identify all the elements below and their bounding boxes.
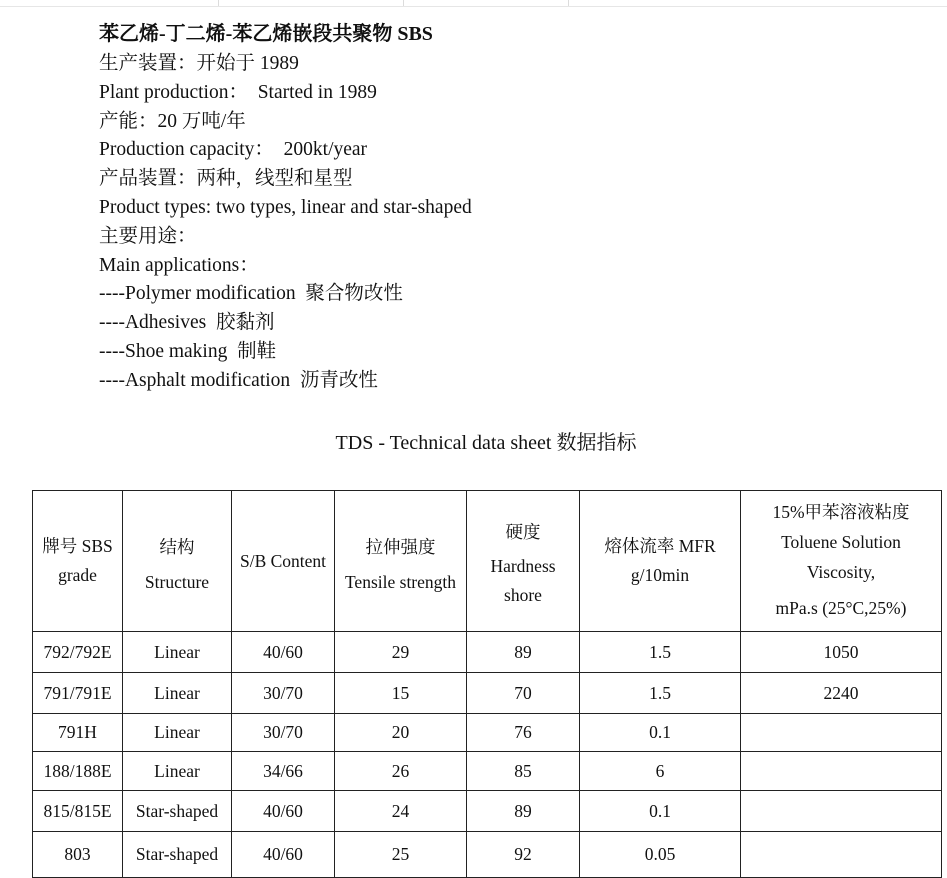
header-text: Structure <box>144 571 210 592</box>
top-border-tick <box>568 0 569 6</box>
header-grade <box>33 491 123 632</box>
header-sb-content <box>232 491 335 632</box>
header-text: Tensile strength <box>344 571 457 592</box>
cell-tensile-strength: 20 <box>335 714 467 752</box>
header-text: shore <box>504 585 542 605</box>
cell-grade: 803 <box>33 832 123 878</box>
header-text: S/B Content <box>239 550 327 571</box>
cell-tensile-strength: 24 <box>335 791 467 832</box>
header-text: 拉伸强度 <box>365 536 436 557</box>
cell-tensile-strength: 29 <box>335 632 467 673</box>
table-row <box>33 791 942 832</box>
cell-mfr: 6 <box>580 752 741 791</box>
info-line: 生产装置：开始于 1989 <box>99 53 299 74</box>
cell-viscosity: 1050 <box>741 632 942 673</box>
cell-sb-content: 30/70 <box>232 714 335 752</box>
header-text: 15%甲苯溶液粘度 <box>772 502 910 522</box>
cell-mfr: 0.1 <box>580 714 741 752</box>
application-item: ----Adhesives 胶黏剂 <box>99 312 275 334</box>
header-structure <box>123 491 232 632</box>
info-line: 产品装置：两种，线型和星型 <box>99 168 353 190</box>
cell-structure: Star-shaped <box>123 791 232 832</box>
cell-sb-content: 40/60 <box>232 832 335 878</box>
header-text: Hardness <box>490 556 556 576</box>
application-item: ----Shoe making 制鞋 <box>99 340 277 362</box>
header-text: Toluene Solution <box>781 532 901 552</box>
header-tensile-strength <box>335 491 467 632</box>
header-text: g/10min <box>630 565 690 585</box>
cell-grade: 791H <box>33 714 123 752</box>
product-description <box>99 20 472 396</box>
table-row <box>33 714 942 752</box>
cell-mfr: 1.5 <box>580 673 741 714</box>
cell-viscosity <box>741 791 942 832</box>
table-row <box>33 752 942 791</box>
cell-mfr: 0.05 <box>580 832 741 878</box>
cell-structure: Linear <box>123 714 232 752</box>
cell-tensile-strength: 26 <box>335 752 467 791</box>
cell-sb-content: 40/60 <box>232 791 335 832</box>
cell-hardness: 89 <box>467 632 580 673</box>
info-line: Production capacity： 200kt/year <box>99 139 368 161</box>
cell-structure: Star-shaped <box>123 832 232 878</box>
cell-tensile-strength: 25 <box>335 832 467 878</box>
header-text: 牌号 SBS <box>42 536 113 556</box>
header-text: mPa.s (25°C,25%) <box>775 598 907 618</box>
tds-section-title: TDS - Technical data sheet 数据指标 <box>335 432 637 454</box>
info-line: Plant production： Started in 1989 <box>99 81 377 103</box>
cell-hardness: 85 <box>467 752 580 791</box>
header-text: 硬度 <box>505 522 541 542</box>
cell-hardness: 89 <box>467 791 580 832</box>
header-text: Viscosity, <box>806 562 876 582</box>
header-text: 熔体流率 MFR <box>604 536 716 556</box>
document-title: 苯乙烯-丁二烯-苯乙烯嵌段共聚物 SBS <box>99 23 433 45</box>
cell-sb-content: 34/66 <box>232 752 335 791</box>
top-border-tick <box>403 0 404 6</box>
table-row <box>33 632 942 673</box>
table-header-row <box>33 491 942 632</box>
info-line: Main applications： <box>99 254 259 276</box>
cell-structure: Linear <box>123 673 232 714</box>
cell-grade: 792/792E <box>33 632 123 673</box>
cell-hardness: 92 <box>467 832 580 878</box>
cell-sb-content: 40/60 <box>232 632 335 673</box>
info-line: 主要用途： <box>99 225 197 247</box>
header-hardness <box>467 491 580 632</box>
table-row <box>33 673 942 714</box>
info-line: 产能：20 万吨/年 <box>99 110 246 132</box>
cell-mfr: 1.5 <box>580 632 741 673</box>
cell-viscosity: 2240 <box>741 673 942 714</box>
page-top-border <box>0 0 947 7</box>
cell-grade: 815/815E <box>33 791 123 832</box>
header-mfr <box>580 491 741 632</box>
cell-viscosity <box>741 752 942 791</box>
info-line: Product types: two types, linear and star-shaped <box>99 196 472 218</box>
cell-grade: 791/791E <box>33 673 123 714</box>
cell-mfr: 0.1 <box>580 791 741 832</box>
cell-viscosity <box>741 714 942 752</box>
cell-structure: Linear <box>123 752 232 791</box>
cell-sb-content: 30/70 <box>232 673 335 714</box>
top-border-tick <box>218 0 219 6</box>
header-viscosity <box>741 491 942 632</box>
header-text: 结构 <box>159 536 195 557</box>
header-text: grade <box>58 565 97 585</box>
cell-viscosity <box>741 832 942 878</box>
cell-hardness: 76 <box>467 714 580 752</box>
application-item: ----Asphalt modification 沥青改性 <box>99 369 378 391</box>
application-item: ----Polymer modification 聚合物改性 <box>99 283 403 305</box>
table-row <box>33 832 942 878</box>
cell-hardness: 70 <box>467 673 580 714</box>
cell-grade: 188/188E <box>33 752 123 791</box>
cell-structure: Linear <box>123 632 232 673</box>
cell-tensile-strength: 15 <box>335 673 467 714</box>
technical-data-table <box>32 490 942 878</box>
